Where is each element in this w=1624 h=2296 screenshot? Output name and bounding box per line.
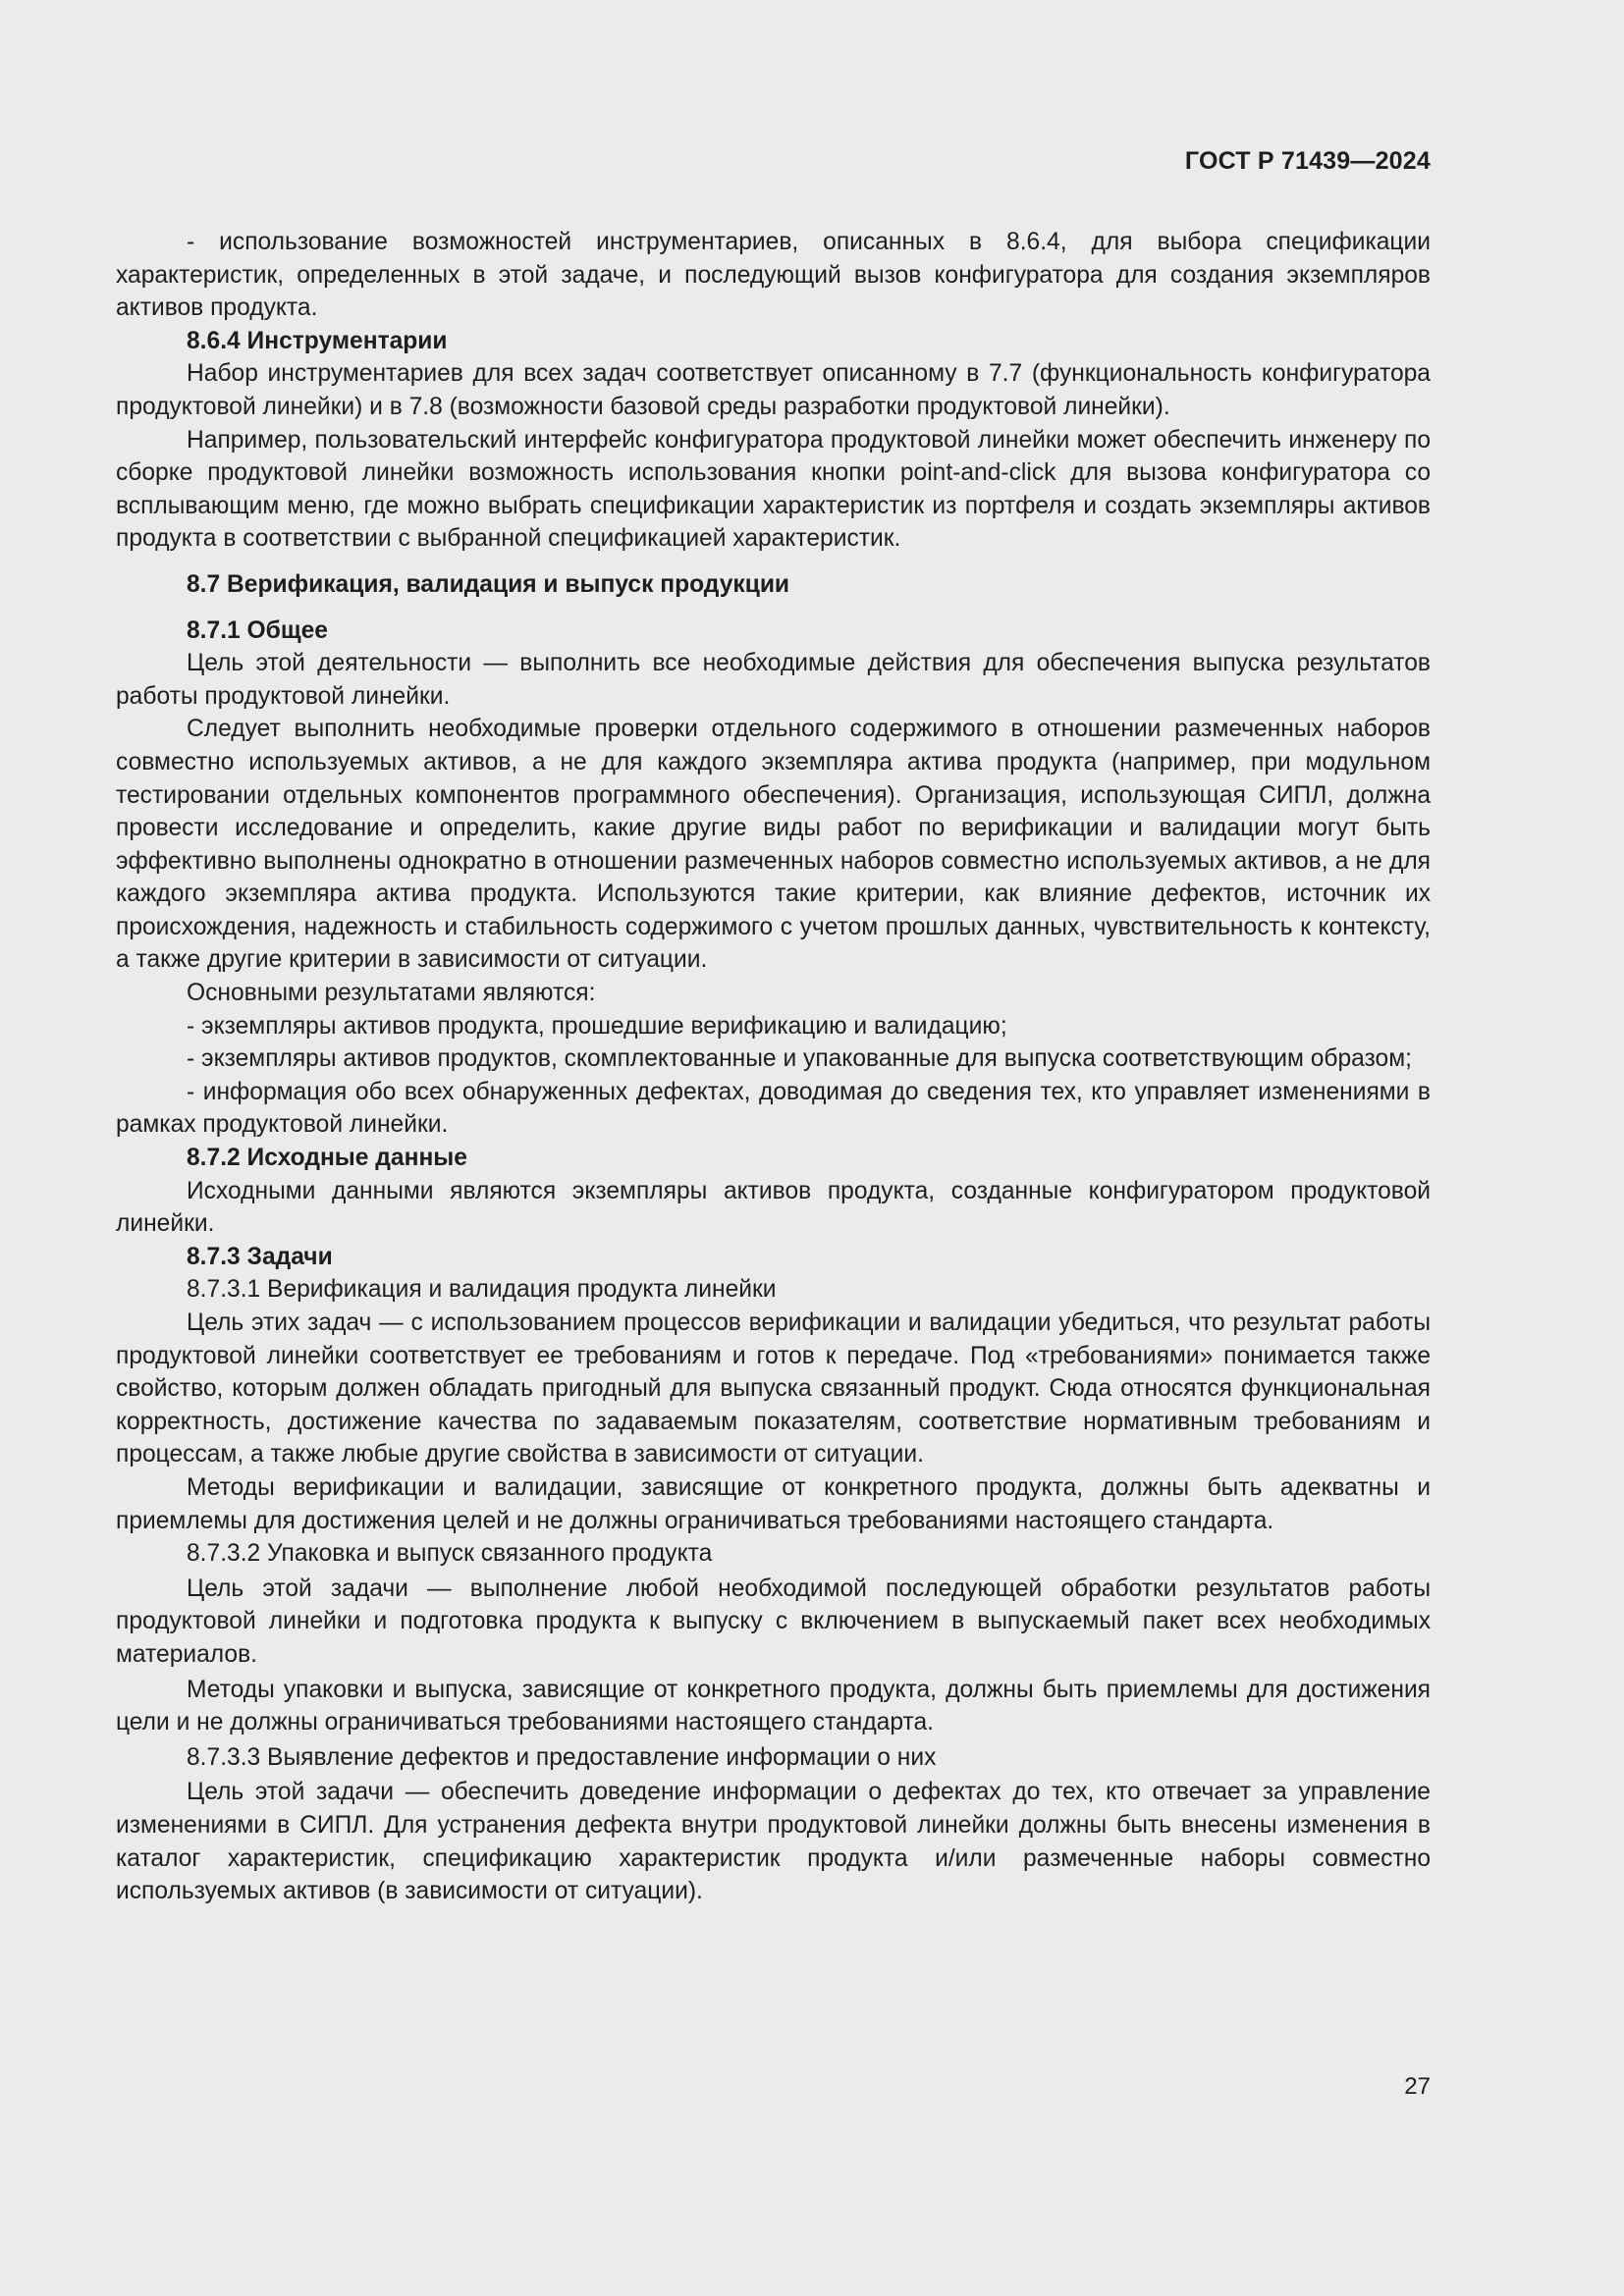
paragraph: Исходными данными являются экземпляры активов продукта, созданные конфигуратором продуктовой линейки.: [116, 1177, 1431, 1238]
paragraph: Методы верификации и валидации, зависящие от конкретного продукта, должны быть адекватны и приемлемы для достижения целей и не должны ограничиваться требованиями настоящего стандарта.: [116, 1473, 1431, 1534]
paragraph: Цель этой деятельности — выполнить все необходимые действия для обеспечения выпуска результатов работы продуктовой линейки.: [116, 650, 1431, 710]
document-code: ГОСТ Р 71439—2024: [1184, 147, 1431, 175]
list-item: - информация обо всех обнаруженных дефектах, доводимая до сведения тех, кто управляет изменениями в рамках продуктовой линейки.: [116, 1078, 1431, 1139]
subsection-heading: 8.7.3.3 Выявление дефектов и предоставление информации о них: [187, 1743, 937, 1771]
list-item: - использование возможностей инструментариев, описанных в 8.6.4, для выбора спецификации характеристик, определенных в этой задаче, и последующий вызов конфигуратора для создания экземпляров активов продукта.: [116, 229, 1431, 322]
paragraph: Следует выполнить необходимые проверки отдельного содержимого в отношении размеченных наборов совместно используемых активов, а не для каждого экземпляра актива продукта (например, при модульном тестировании отдельных компонентов программного обеспечения). Организация, использующая СИПЛ, должна провести исследование и определить, какие другие виды работ по верификации и валидации могут быть эффективно выполнены однократно в отношении размеченных наборов совместно используемых активов, а не для каждого экземпляра актива продукта. Используются такие критерии, как влияние дефектов, источник их происхождения, надежность и стабильность содержимого с учетом прошлых данных, чувствительность к контексту, а также другие критерии в зависимости от ситуации.: [116, 716, 1431, 974]
paragraph: Цель этой задачи — выполнение любой необходимой последующей обработки результатов работы продуктовой линейки и подготовка продукта к выпуску с включением в выпускаемый пакет всех необходимых материалов.: [116, 1575, 1431, 1668]
subsection-heading: 8.7.3.2 Упаковка и выпуск связанного продукта: [187, 1540, 713, 1568]
document-body: [116, 226, 1431, 1908]
list-item: - экземпляры активов продукта, прошедшие верификацию и валидацию;: [187, 1012, 1007, 1040]
subsection-heading: 8.7.3.1 Верификация и валидация продукта линейки: [187, 1276, 777, 1304]
paragraph: Цель этих задач — с использованием процессов верификации и валидации убедиться, что результат работы продуктовой линейки соответствует ее требованиям и готов к передаче. Под «требованиями» понимается также свойство, которым должен обладать пригодный для выпуска связанный продукт. Сюда относятся функциональная корректность, достижение качества по задаваемым показателям, соответствие нормативным требованиям и процессам, а также любые другие свойства в зависимости от ситуации.: [116, 1309, 1431, 1468]
list-item: - экземпляры активов продуктов, скомплектованные и упакованные для выпуска соответствующим образом;: [187, 1045, 1412, 1073]
section-heading: 8.7 Верификация, валидация и выпуск продукции: [187, 570, 790, 598]
section-heading: 8.7.1 Общее: [187, 616, 328, 644]
paragraph: Основными результатами являются:: [187, 980, 596, 1007]
paragraph: Набор инструментариев для всех задач соответствует описанному в 7.7 (функциональность конфигуратора продуктовой линейки) и в 7.8 (возможности базовой среды разработки продуктовой линейки).: [116, 360, 1431, 420]
section-heading: 8.6.4 Инструментарии: [187, 327, 448, 354]
section-heading: 8.7.2 Исходные данные: [187, 1145, 467, 1172]
paragraph: Например, пользовательский интерфейс конфигуратора продуктовой линейки может обеспечить инженеру по сборке продуктовой линейки возможность использования кнопки point-and-click для вызова конфигуратора со всплывающим меню, где можно выбрать спецификации характеристик из портфеля и создать экземпляры активов продукта в соответствии с выбранной спецификацией характеристик.: [116, 426, 1431, 553]
paragraph: Цель этой задачи — обеспечить доведение информации о дефектах до тех, кто отвечает за управление изменениями в СИПЛ. Для устранения дефекта внутри продуктовой линейки должны быть внесены изменения в каталог характеристик, спецификацию характеристик продукта и/или размеченные наборы совместно используемых активов (в зависимости от ситуации).: [116, 1779, 1431, 1905]
paragraph: Методы упаковки и выпуска, зависящие от конкретного продукта, должны быть приемлемы для достижения цели и не должны ограничиваться требованиями настоящего стандарта.: [116, 1676, 1431, 1736]
page-number: 27: [1404, 2073, 1431, 2100]
section-heading: 8.7.3 Задачи: [187, 1243, 333, 1270]
